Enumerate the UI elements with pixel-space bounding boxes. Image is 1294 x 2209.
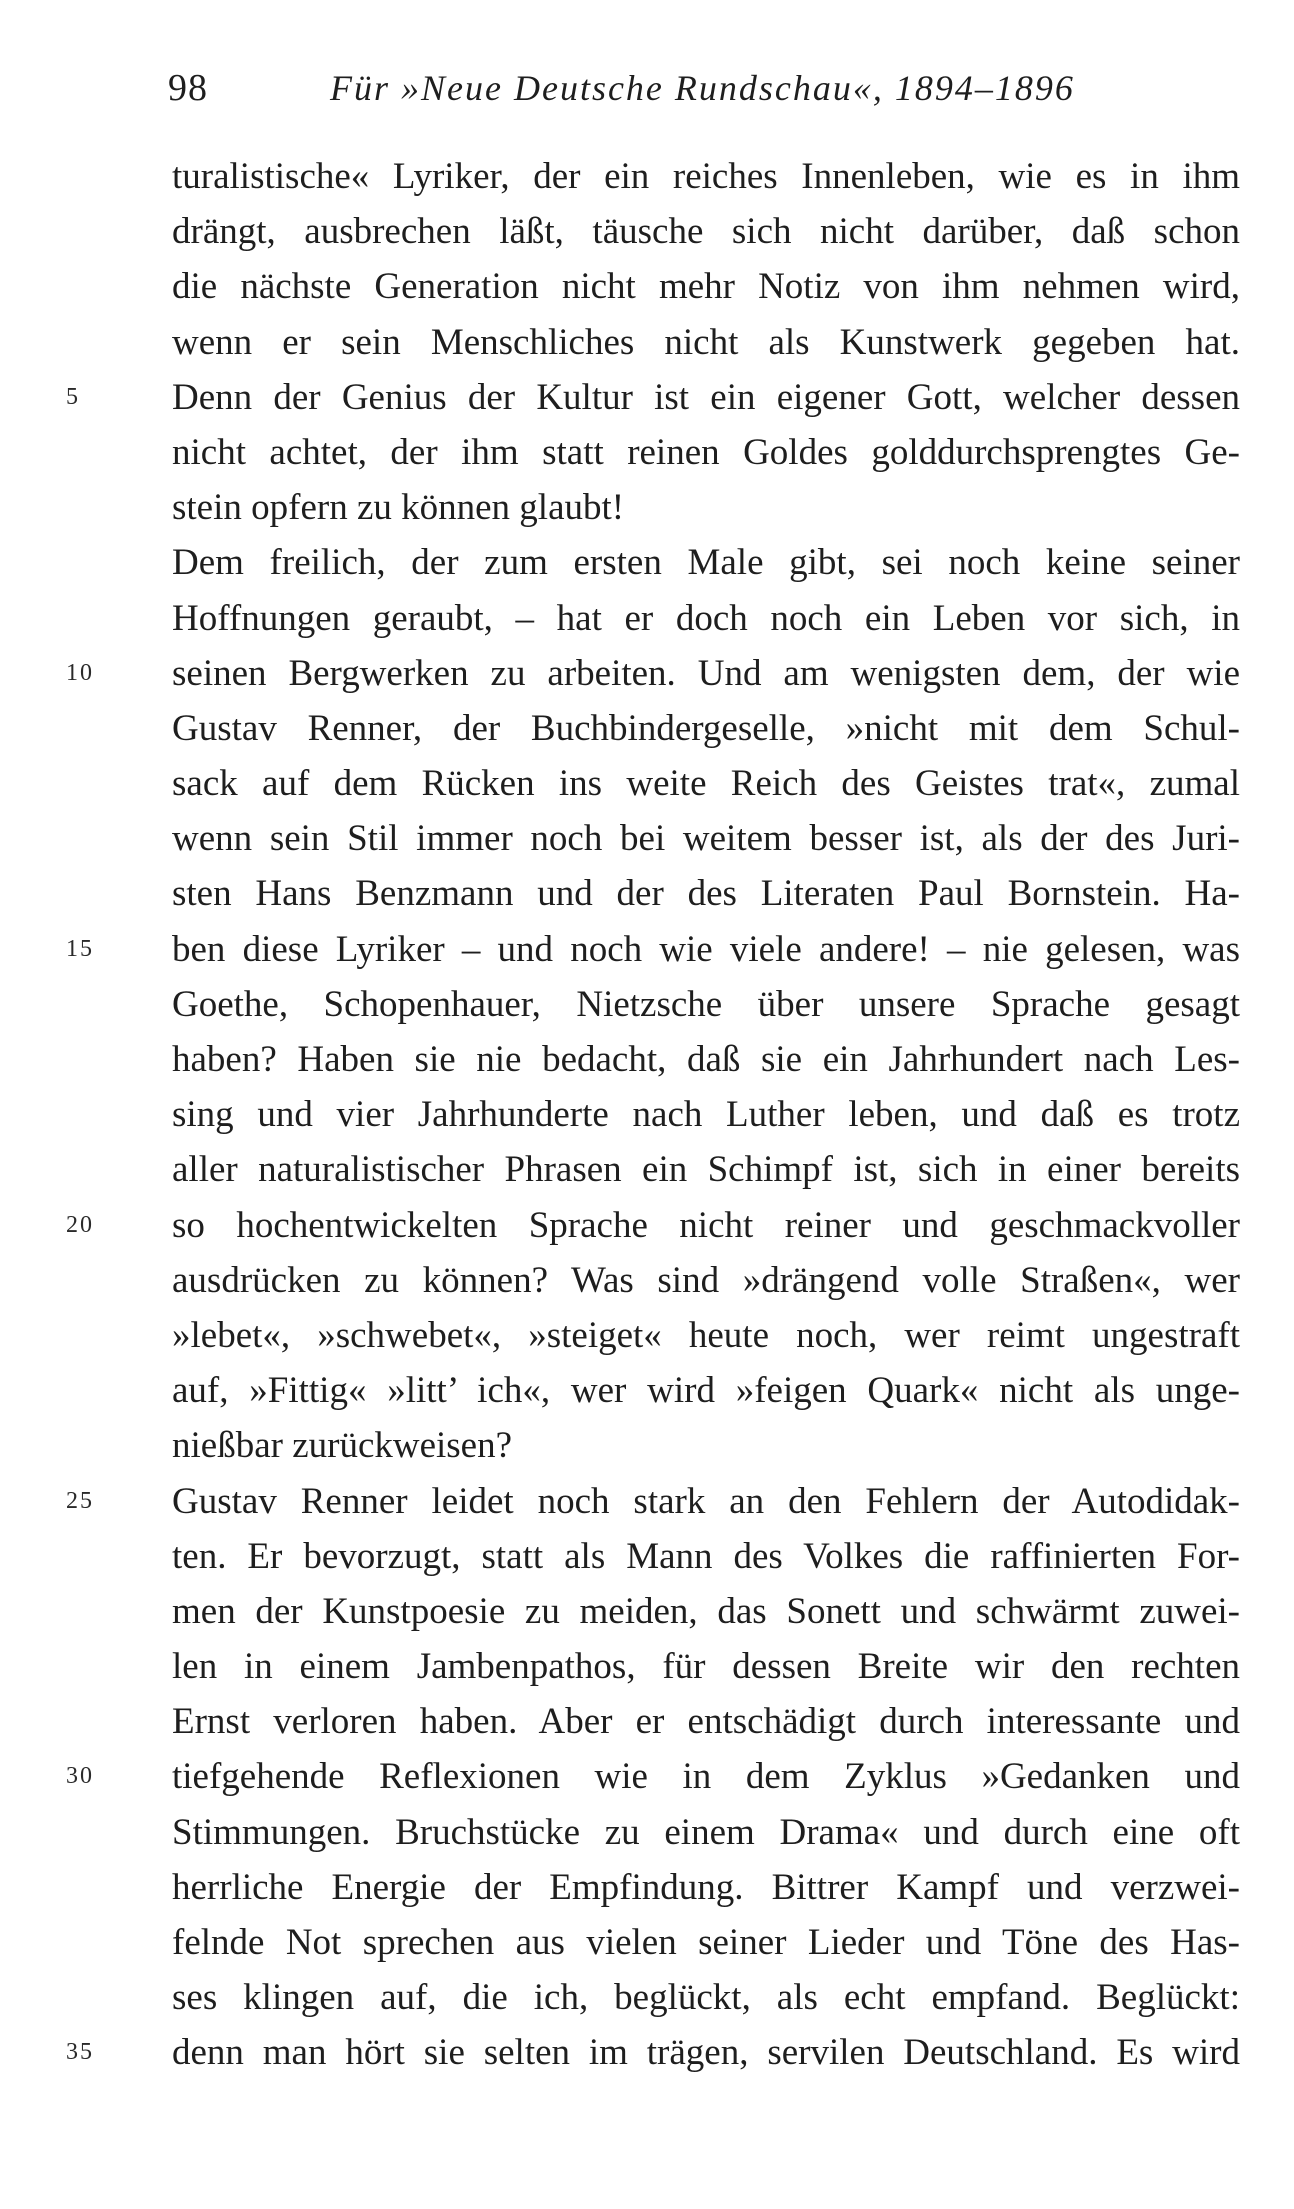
text-line (172, 866, 1240, 921)
line-text: haben? Haben sie nie bedacht, daß sie ein Jahrhundert nach Les- (172, 1039, 1240, 1080)
line-number: 10 (66, 659, 94, 686)
text-line (66, 922, 1240, 977)
line-text: Ernst verloren haben. Aber er entschädigt durch interessante und (172, 1701, 1240, 1743)
line-text: ausdrücken zu können? Was sind »drängend volle Straßen«, wer (172, 1259, 1240, 1301)
text-line (172, 1860, 1240, 1915)
line-text: drängt, ausbrechen läßt, täusche sich nicht darüber, daß schon (172, 211, 1240, 253)
line-text: Gustav Renner, der Buchbindergeselle, »nicht mit dem Schul- (172, 707, 1240, 749)
text-line (172, 756, 1240, 811)
line-text: len in einem Jambenpathos, für dessen Breite wir den rechten (172, 1646, 1240, 1688)
line-text: Stimmungen. Bruchstücke zu einem Drama« und durch eine oft (172, 1811, 1240, 1853)
text-line (66, 1749, 1240, 1804)
text-line (172, 1639, 1240, 1694)
line-number: 5 (66, 383, 80, 410)
text-line (172, 1418, 1240, 1473)
text-line (172, 811, 1240, 866)
line-text: ben diese Lyriker – und noch wie viele andere! – nie gelesen, was (172, 928, 1240, 970)
text-line (172, 1363, 1240, 1418)
text-line (172, 1308, 1240, 1363)
text-line (172, 1142, 1240, 1197)
line-text: wenn er sein Menschliches nicht als Kunstwerk gegeben hat. (172, 321, 1240, 363)
text-line (172, 204, 1240, 259)
line-text: so hochentwickelten Sprache nicht reiner und geschmackvoller (172, 1204, 1240, 1246)
line-text: wenn sein Stil immer noch bei weitem besser ist, als der des Juri- (172, 818, 1240, 860)
running-title: Für »Neue Deutsche Rundschau«, 1894–1896 (330, 68, 1075, 108)
text-line (172, 425, 1240, 480)
text-line (172, 1032, 1240, 1087)
text-line (66, 370, 1240, 425)
line-text: »lebet«, »schwebet«, »steiget« heute noch, wer reimt ungestraft (172, 1314, 1240, 1356)
line-number: 30 (66, 1763, 94, 1790)
body-text (66, 149, 1240, 2081)
line-number: 25 (66, 1487, 94, 1514)
line-text: men der Kunstpoesie zu meiden, das Sonett und schwärmt zuwei- (172, 1590, 1240, 1632)
line-text: tiefgehende Reflexionen wie in dem Zyklus »Gedanken und (172, 1756, 1240, 1798)
text-line (172, 1087, 1240, 1142)
running-head (168, 60, 1248, 116)
text-line (172, 315, 1240, 370)
line-text: Denn der Genius der Kultur ist ein eigener Gott, welcher dessen (172, 376, 1240, 418)
text-line (172, 1253, 1240, 1308)
text-line (172, 1970, 1240, 2025)
text-line (172, 1915, 1240, 1970)
line-text: die nächste Generation nicht mehr Notiz von ihm nehmen wird, (172, 266, 1240, 308)
text-line (172, 591, 1240, 646)
text-line (172, 535, 1240, 590)
line-text: Hoffnungen geraubt, – hat er doch noch ein Leben vor sich, in (172, 597, 1240, 639)
line-text: auf, »Fittig« »litt’ ich«, wer wird »feigen Quark« nicht als unge- (172, 1370, 1240, 1412)
text-line (66, 2025, 1240, 2080)
line-text: sack auf dem Rücken ins weite Reich des Geistes trat«, zumal (172, 763, 1240, 805)
text-line (172, 149, 1240, 204)
line-text: denn man hört sie selten im trägen, servilen Deutschland. Es wird (172, 2032, 1240, 2074)
line-text: ses klingen auf, die ich, beglückt, als echt empfand. Beglückt: (172, 1977, 1240, 2019)
line-text: felnde Not sprechen aus vielen seiner Lieder und Töne des Has- (172, 1922, 1240, 1963)
text-line (172, 259, 1240, 314)
text-line (172, 1805, 1240, 1860)
line-text: Gustav Renner leidet noch stark an den Fehlern der Autodidak- (172, 1480, 1240, 1522)
line-text: seinen Bergwerken zu arbeiten. Und am wenigsten dem, der wie (172, 652, 1240, 694)
text-line (172, 977, 1240, 1032)
text-line (172, 1694, 1240, 1749)
page-number: 98 (168, 67, 208, 109)
line-text: ten. Er bevorzugt, statt als Mann des Volkes die raffinierten For- (172, 1535, 1240, 1577)
line-number: 15 (66, 935, 94, 962)
text-line (172, 480, 1240, 535)
line-number: 20 (66, 1211, 94, 1238)
text-line (66, 1198, 1240, 1253)
text-line (172, 1529, 1240, 1584)
text-line (172, 701, 1240, 756)
line-text: Dem freilich, der zum ersten Male gibt, sei noch keine seiner (172, 542, 1240, 584)
line-text: sten Hans Benzmann und der des Literaten Paul Bornstein. Ha- (172, 873, 1240, 915)
line-text: herrliche Energie der Empfindung. Bittrer Kampf und verzwei- (172, 1866, 1240, 1908)
line-text: sing und vier Jahrhunderte nach Luther leben, und daß es trotz (172, 1094, 1240, 1136)
text-line (172, 1584, 1240, 1639)
text-line (66, 646, 1240, 701)
line-number: 35 (66, 2039, 94, 2066)
line-text: stein opfern zu können glaubt! (172, 487, 625, 529)
line-text: turalistische« Lyriker, der ein reiches Innenleben, wie es in ihm (172, 156, 1240, 197)
line-text: nicht achtet, der ihm statt reinen Goldes golddurchsprengtes Ge- (172, 431, 1240, 473)
text-line (66, 1474, 1240, 1529)
line-text: nießbar zurückweisen? (172, 1425, 513, 1467)
line-text: Goethe, Schopenhauer, Nietzsche über unsere Sprache gesagt (172, 983, 1240, 1025)
line-text: aller naturalistischer Phrasen ein Schimpf ist, sich in einer bereits (172, 1149, 1240, 1191)
